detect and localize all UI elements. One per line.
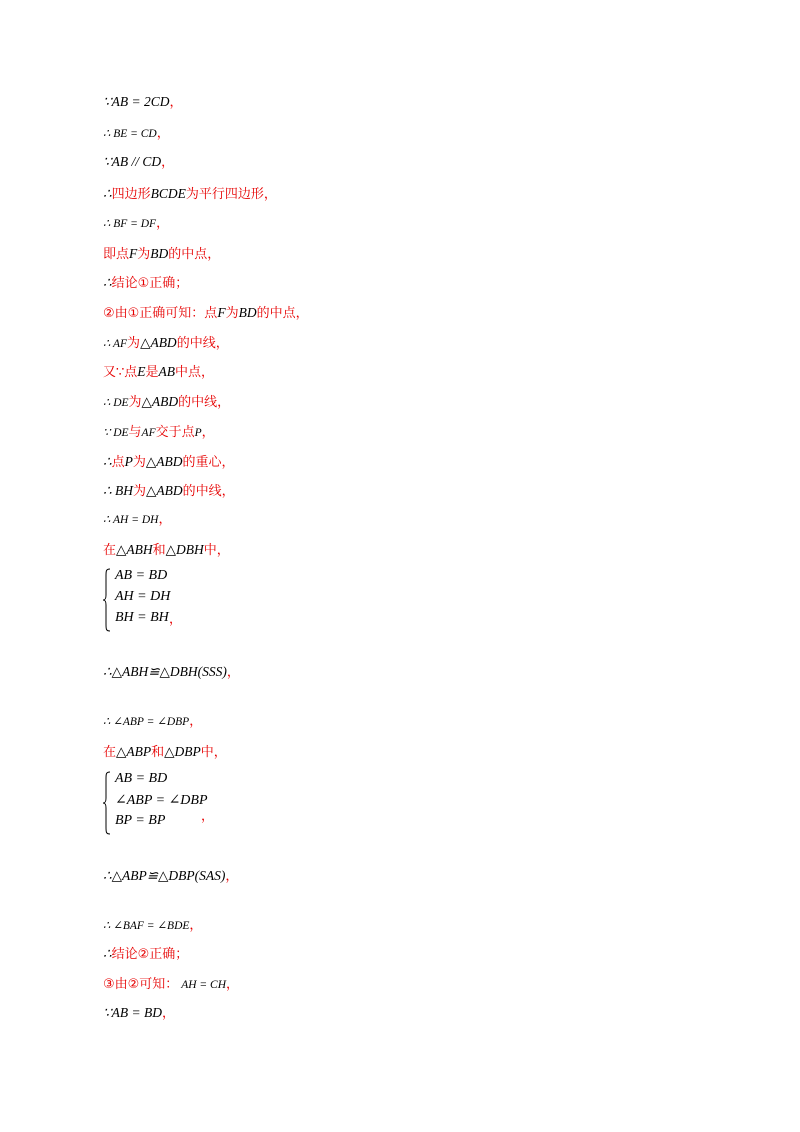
- math-expression: ∴ BE = CD: [103, 128, 157, 140]
- proof-line: [103, 540, 230, 561]
- math-expression: E: [137, 364, 146, 379]
- math-expression: ∴ AF: [103, 338, 128, 350]
- math-expression: BCDE: [150, 186, 186, 201]
- math-expression: △ABP: [116, 744, 152, 759]
- system-row: ∠ABP = ∠DBP: [115, 793, 208, 808]
- proof-text: 结论①正确；: [111, 276, 189, 291]
- proof-text: 为: [132, 455, 146, 470]
- proof-line: [103, 915, 202, 936]
- proof-text: ，: [169, 95, 183, 110]
- math-expression: △ABD: [145, 483, 183, 498]
- math-expression: ∴: [103, 454, 112, 469]
- math-expression: BD: [238, 305, 257, 320]
- proof-text: 点: [111, 455, 125, 470]
- system-comma: ，: [201, 809, 215, 824]
- proof-line: [103, 866, 238, 887]
- math-expression: ∴ BF = DF: [103, 218, 157, 230]
- proof-line: [103, 92, 182, 113]
- proof-line: [103, 392, 230, 413]
- proof-text: 中，: [200, 745, 227, 760]
- math-expression: F: [129, 246, 138, 261]
- proof-line: [103, 662, 240, 683]
- system-row: AB = BD: [115, 771, 168, 786]
- proof-text: 为: [137, 247, 151, 262]
- proof-text: ，: [158, 512, 172, 527]
- system-row: BP = BP: [115, 813, 166, 828]
- proof-line: [103, 303, 309, 324]
- proof-text: 在: [103, 745, 117, 760]
- math-expression: ∴ DE: [103, 397, 129, 409]
- math-expression: △ABD: [140, 335, 177, 350]
- proof-text: 为: [225, 306, 239, 321]
- proof-text: ，: [156, 216, 170, 231]
- math-expression: ∴: [103, 275, 112, 290]
- proof-text: ，: [189, 714, 203, 729]
- proof-text: 和: [152, 543, 166, 558]
- proof-text: 在: [103, 543, 117, 558]
- math-expression: △DBH: [165, 542, 204, 557]
- proof-text: ，: [161, 155, 175, 170]
- math-expression: ∵AB = BD: [103, 1005, 162, 1020]
- proof-text: ，: [189, 918, 203, 933]
- left-brace-icon: [103, 771, 111, 835]
- proof-text: 为: [128, 395, 142, 410]
- math-expression: △ABH: [116, 542, 153, 557]
- proof-text: ，: [225, 869, 239, 884]
- math-expression: ∴ AH = DH: [103, 514, 159, 526]
- proof-text: 交于点: [155, 425, 195, 440]
- system-row: BH = BH: [115, 610, 169, 625]
- math-expression: △DBP: [164, 744, 201, 759]
- proof-text: ，: [226, 977, 240, 992]
- proof-text: ③由②可知：: [103, 977, 179, 992]
- system-comma: ，: [169, 612, 183, 627]
- math-expression: P: [124, 454, 133, 469]
- math-expression: AH = CH: [178, 979, 227, 991]
- proof-text: 和: [151, 745, 165, 760]
- math-expression: P: [194, 427, 202, 439]
- proof-line: [103, 1003, 175, 1024]
- proof-line: [103, 974, 239, 995]
- proof-text: 即点: [103, 247, 130, 262]
- proof-text: 的中线，: [178, 395, 231, 410]
- system-row: AH = DH: [115, 589, 171, 604]
- proof-text: 的重心，: [182, 455, 235, 470]
- proof-line: [103, 422, 215, 443]
- proof-line: [103, 152, 174, 173]
- math-expression: ∵AB // CD: [103, 154, 162, 169]
- proof-text: 的中点，: [256, 306, 309, 321]
- proof-line: [103, 244, 220, 265]
- proof-text: 与: [128, 425, 142, 440]
- proof-text: 又∵点: [103, 365, 138, 380]
- math-expression: ∴ ∠BAF = ∠BDE: [103, 920, 190, 932]
- math-expression: BD: [150, 246, 169, 261]
- system-row: AB = BD: [115, 568, 168, 583]
- math-expression: AF: [141, 427, 156, 439]
- math-expression: △ABD: [141, 394, 179, 409]
- math-expression: ∴ BH: [103, 483, 133, 498]
- proof-line: [103, 184, 277, 205]
- proof-line: [103, 213, 169, 234]
- proof-text: ，: [201, 425, 215, 440]
- math-expression: AB: [158, 364, 176, 379]
- proof-text: 为: [127, 336, 141, 351]
- math-expression: △ABD: [145, 454, 183, 469]
- math-expression: ∵ DE: [103, 427, 129, 439]
- proof-text: 是: [145, 365, 159, 380]
- math-expression: ∴△ABP≌△DBP(SAS): [103, 868, 226, 883]
- proof-line: [103, 333, 229, 354]
- proof-line: [103, 742, 227, 763]
- proof-line: [103, 481, 235, 502]
- left-brace-icon: [103, 568, 111, 632]
- proof-text: 中点，: [175, 365, 215, 380]
- proof-text: ，: [161, 1006, 175, 1021]
- proof-line: [103, 362, 214, 383]
- proof-text: ，: [156, 126, 170, 141]
- math-expression: F: [217, 305, 226, 320]
- proof-text: 中，: [203, 543, 230, 558]
- math-expression: ∴△ABH≌△DBH(SSS): [103, 664, 227, 679]
- proof-text: 的中点，: [168, 247, 221, 262]
- proof-line: [103, 509, 171, 530]
- proof-text: 四边形: [111, 187, 151, 202]
- proof-line: [103, 711, 202, 732]
- math-expression: ∵AB = 2CD: [103, 94, 170, 109]
- proof-line: [103, 452, 235, 473]
- proof-text: ，: [226, 665, 240, 680]
- proof-text: 为平行四边形，: [185, 187, 277, 202]
- proof-text: 的中线，: [182, 484, 235, 499]
- proof-text: 的中线，: [176, 336, 229, 351]
- proof-line: [103, 123, 170, 144]
- proof-text: 结论②正确；: [111, 947, 189, 962]
- math-expression: ∴: [103, 186, 112, 201]
- proof-line: [103, 273, 188, 294]
- proof-text: 为: [132, 484, 146, 499]
- proof-line: [103, 944, 188, 965]
- math-expression: ∴: [103, 946, 112, 961]
- math-expression: ∴ ∠ABP = ∠DBP: [103, 716, 190, 728]
- proof-text: ②由①正确可知：点: [103, 306, 218, 321]
